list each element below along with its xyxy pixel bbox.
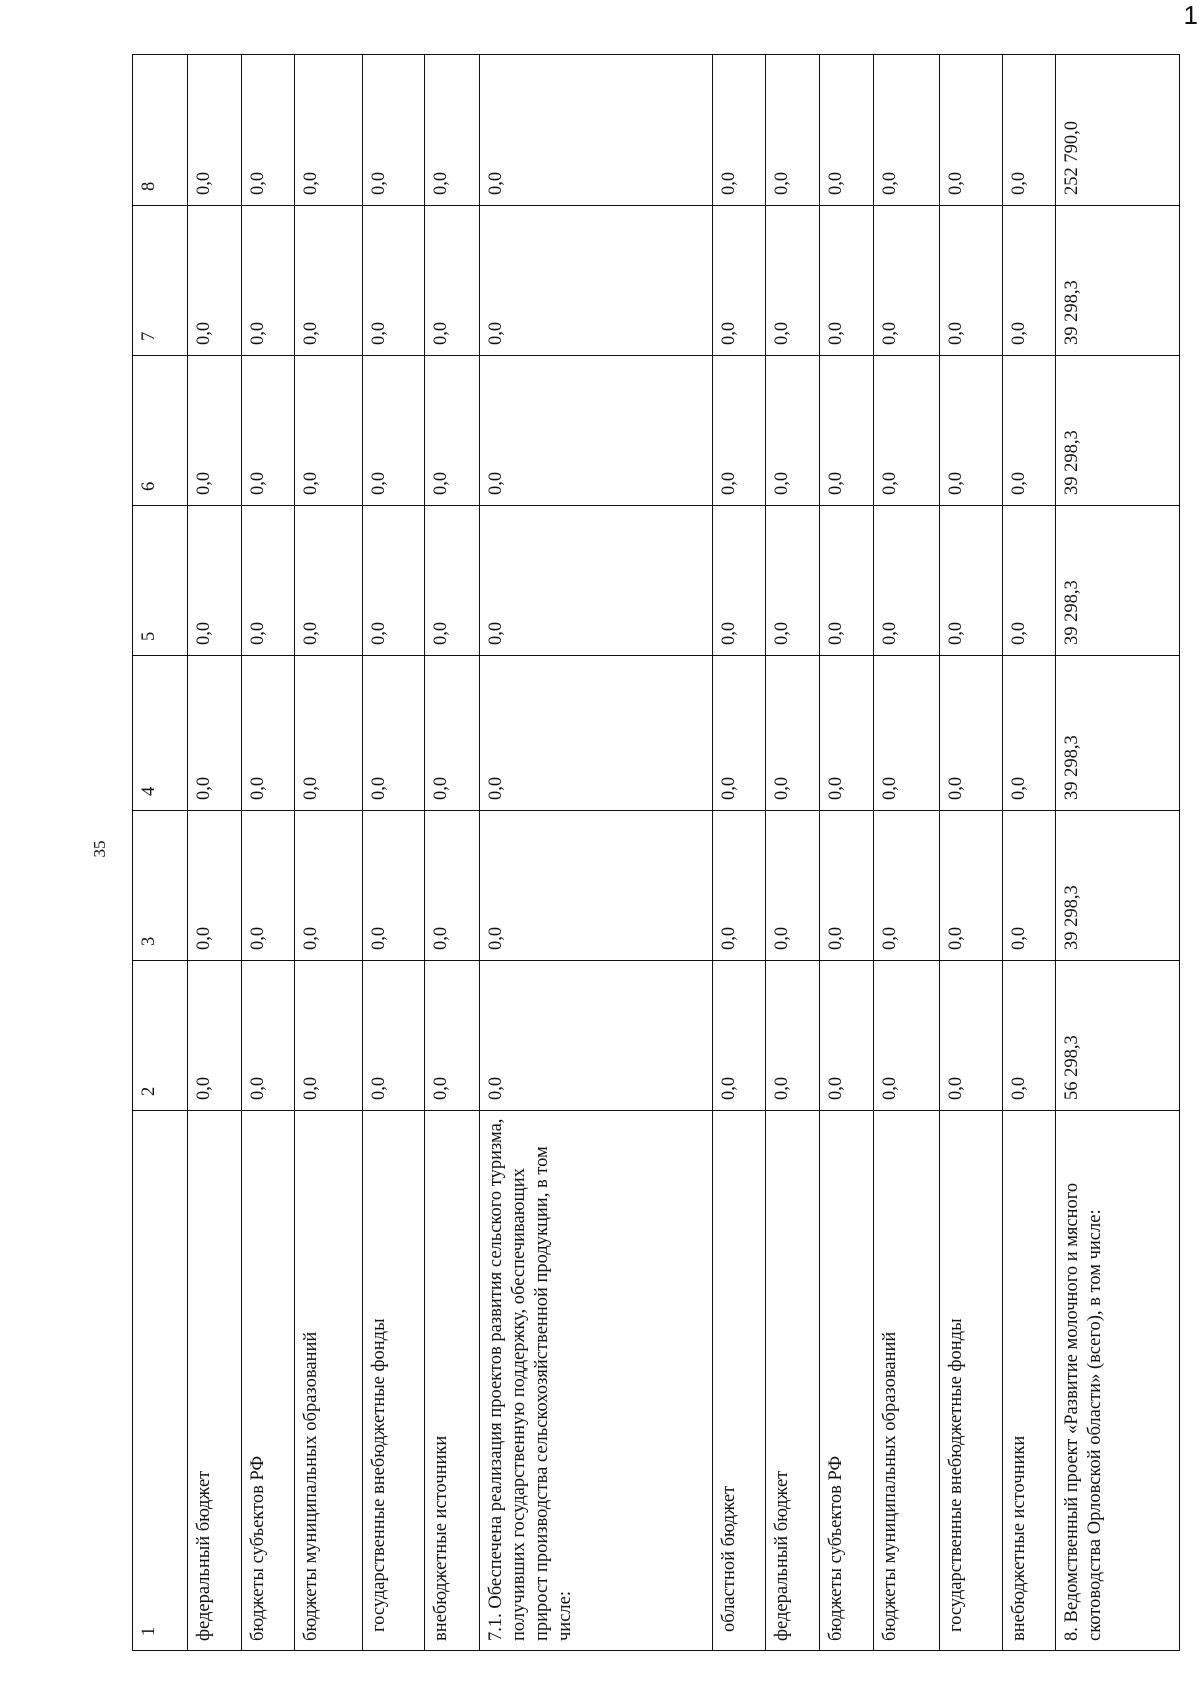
header-cell: 7	[133, 206, 188, 356]
value-cell: 0,0	[480, 356, 712, 506]
header-cell: 6	[133, 356, 188, 506]
value-cell: 0,0	[766, 206, 820, 356]
row-label-cell: государственные внебюджетные фонды	[362, 1111, 424, 1651]
value-cell: 0,0	[940, 656, 1002, 811]
value-cell: 0,0	[873, 656, 939, 811]
header-cell: 8	[133, 55, 188, 206]
value-cell: 0,0	[187, 356, 241, 506]
value-cell: 0,0	[873, 961, 939, 1111]
table-row	[362, 55, 424, 1651]
header-cell: 5	[133, 506, 188, 656]
value-cell: 0,0	[362, 55, 424, 206]
value-cell: 0,0	[820, 356, 874, 506]
row-label-cell: 8. Ведомственный проект «Развитие молочного и мясного скотоводства Орловской области» (всего), в том числе:	[1056, 1111, 1180, 1651]
table-row	[295, 55, 362, 1651]
value-cell: 0,0	[1002, 506, 1056, 656]
row-label-cell: бюджеты субъектов РФ	[820, 1111, 874, 1651]
value-cell: 0,0	[480, 506, 712, 656]
table-header-row	[133, 55, 188, 1651]
table-row	[241, 55, 295, 1651]
value-cell: 0,0	[187, 506, 241, 656]
value-cell: 0,0	[1002, 206, 1056, 356]
value-cell: 0,0	[425, 356, 480, 506]
value-cell: 0,0	[187, 811, 241, 961]
value-cell: 0,0	[362, 811, 424, 961]
value-cell: 0,0	[940, 356, 1002, 506]
value-cell: 0,0	[820, 811, 874, 961]
row-label-cell: государственные внебюджетные фонды	[940, 1111, 1002, 1651]
value-cell: 0,0	[425, 811, 480, 961]
value-cell: 0,0	[362, 656, 424, 811]
value-cell: 0,0	[1002, 961, 1056, 1111]
value-cell: 0,0	[241, 961, 295, 1111]
value-cell: 0,0	[241, 811, 295, 961]
table-row	[187, 55, 241, 1651]
value-cell: 0,0	[241, 656, 295, 811]
header-cell: 3	[133, 811, 188, 961]
value-cell: 39 298,3	[1056, 656, 1180, 811]
table-row	[1002, 55, 1056, 1651]
value-cell: 0,0	[766, 811, 820, 961]
value-cell: 0,0	[295, 506, 362, 656]
value-cell: 0,0	[187, 206, 241, 356]
value-cell: 0,0	[712, 55, 766, 206]
header-cell: 2	[133, 961, 188, 1111]
value-cell: 0,0	[362, 206, 424, 356]
row-label-cell: внебюджетные источники	[1002, 1111, 1056, 1651]
value-cell: 0,0	[940, 206, 1002, 356]
value-cell: 0,0	[873, 811, 939, 961]
value-cell: 0,0	[241, 55, 295, 206]
table-row	[1056, 55, 1180, 1651]
value-cell: 0,0	[480, 811, 712, 961]
table-row	[940, 55, 1002, 1651]
header-cell: 4	[133, 656, 188, 811]
value-cell: 0,0	[940, 961, 1002, 1111]
corner-mark: 1	[1183, 0, 1198, 30]
value-cell: 0,0	[480, 206, 712, 356]
row-label-cell: 7.1. Обеспечена реализация проектов развития сельского туризма, получивших государственную поддержку, обеспечивающих прирост производства сельскохозяйственной продукции, в том числе:	[480, 1111, 712, 1651]
value-cell: 0,0	[295, 206, 362, 356]
table-row	[480, 55, 712, 1651]
value-cell: 39 298,3	[1056, 356, 1180, 506]
value-cell: 0,0	[187, 961, 241, 1111]
value-cell: 0,0	[820, 206, 874, 356]
value-cell: 0,0	[766, 656, 820, 811]
value-cell: 0,0	[187, 55, 241, 206]
row-label-cell: федеральный бюджет	[187, 1111, 241, 1651]
value-cell: 0,0	[241, 356, 295, 506]
value-cell: 0,0	[362, 506, 424, 656]
value-cell: 0,0	[241, 206, 295, 356]
value-cell: 0,0	[480, 961, 712, 1111]
budget-table	[132, 54, 1180, 1651]
value-cell: 0,0	[712, 206, 766, 356]
value-cell: 0,0	[766, 55, 820, 206]
value-cell: 0,0	[712, 506, 766, 656]
value-cell: 0,0	[940, 55, 1002, 206]
table-body	[133, 55, 1180, 1651]
value-cell: 0,0	[480, 656, 712, 811]
value-cell: 39 298,3	[1056, 206, 1180, 356]
value-cell: 0,0	[712, 356, 766, 506]
header-cell: 1	[133, 1111, 188, 1651]
value-cell: 0,0	[873, 206, 939, 356]
value-cell: 0,0	[362, 356, 424, 506]
row-label-cell: бюджеты субъектов РФ	[241, 1111, 295, 1651]
value-cell: 0,0	[766, 356, 820, 506]
value-cell: 0,0	[873, 55, 939, 206]
value-cell: 0,0	[873, 356, 939, 506]
value-cell: 39 298,3	[1056, 506, 1180, 656]
row-label-cell: внебюджетные источники	[425, 1111, 480, 1651]
value-cell: 0,0	[940, 811, 1002, 961]
value-cell: 0,0	[362, 961, 424, 1111]
budget-table-container	[132, 55, 1180, 1651]
table-row	[425, 55, 480, 1651]
value-cell: 0,0	[820, 656, 874, 811]
row-label-cell: бюджеты муниципальных образований	[873, 1111, 939, 1651]
value-cell: 0,0	[187, 656, 241, 811]
value-cell: 252 790,0	[1056, 55, 1180, 206]
value-cell: 0,0	[1002, 356, 1056, 506]
page-number: 35	[90, 840, 109, 858]
table-row	[873, 55, 939, 1651]
value-cell: 0,0	[766, 961, 820, 1111]
value-cell: 0,0	[1002, 811, 1056, 961]
value-cell: 0,0	[425, 206, 480, 356]
value-cell: 0,0	[873, 506, 939, 656]
row-label-cell: областной бюджет	[712, 1111, 766, 1651]
value-cell: 0,0	[820, 961, 874, 1111]
value-cell: 0,0	[480, 55, 712, 206]
value-cell: 39 298,3	[1056, 811, 1180, 961]
value-cell: 0,0	[425, 55, 480, 206]
value-cell: 0,0	[295, 811, 362, 961]
value-cell: 0,0	[712, 656, 766, 811]
value-cell: 0,0	[820, 506, 874, 656]
row-label-cell: бюджеты муниципальных образований	[295, 1111, 362, 1651]
table-row	[712, 55, 766, 1651]
table-row	[766, 55, 820, 1651]
value-cell: 0,0	[766, 506, 820, 656]
value-cell: 0,0	[425, 961, 480, 1111]
value-cell: 0,0	[295, 55, 362, 206]
value-cell: 0,0	[1002, 656, 1056, 811]
value-cell: 0,0	[712, 961, 766, 1111]
value-cell: 0,0	[241, 506, 295, 656]
value-cell: 0,0	[1002, 55, 1056, 206]
value-cell: 0,0	[940, 506, 1002, 656]
value-cell: 0,0	[295, 356, 362, 506]
value-cell: 0,0	[295, 656, 362, 811]
value-cell: 0,0	[425, 656, 480, 811]
rotated-table-frame	[132, 55, 1180, 1651]
row-label-cell: федеральный бюджет	[766, 1111, 820, 1651]
table-row	[820, 55, 874, 1651]
value-cell: 56 298,3	[1056, 961, 1180, 1111]
value-cell: 0,0	[425, 506, 480, 656]
value-cell: 0,0	[820, 55, 874, 206]
value-cell: 0,0	[712, 811, 766, 961]
value-cell: 0,0	[295, 961, 362, 1111]
